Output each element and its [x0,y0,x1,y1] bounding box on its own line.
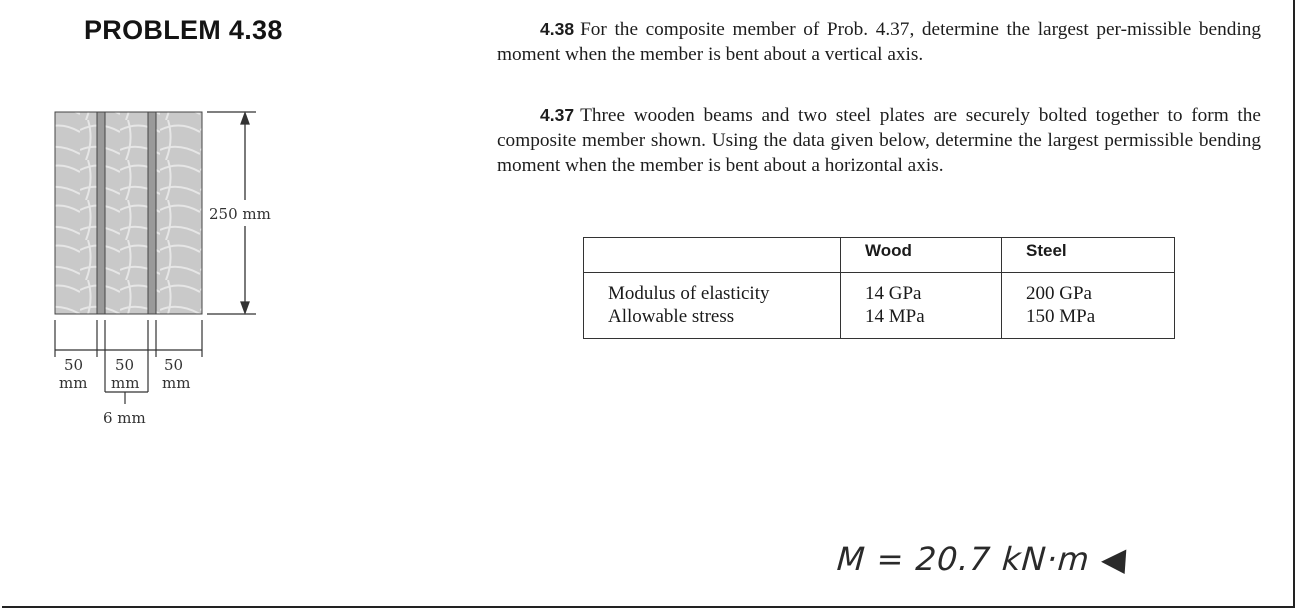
table-cell-steel [1002,273,1175,339]
width-unit-middle: mm [111,374,140,392]
answer-arrow-icon: ◀ [1099,540,1129,578]
problem-4-37-text [497,103,1261,178]
wood-beam-right [156,112,202,314]
answer-text: M = 20.7 kN·m [835,540,1092,578]
plate-thickness-label: 6 mm [103,409,146,427]
table-header-cell: Steel [1002,238,1175,273]
problem-4-37-body: Three wooden beams and two steel plates are securely bolted together to form the composite member shown. Using the data given below, determine the largest permissible bending moment when the member is bent about a horizontal axis. [497,105,1261,176]
material-properties-table [583,237,1175,339]
problem-4-38-number: 4.38 [540,19,575,39]
width-label-right: 50 [164,356,184,374]
property-name: Modulus of elasticity [608,283,770,304]
height-label: 250 mm [209,205,271,223]
steel-plate-right [148,112,156,314]
wood-beam-middle [105,112,148,314]
table-header-cell [584,238,841,273]
cross-section-figure [0,0,320,460]
steel-value: 200 GPa [1026,283,1092,304]
wood-beam-left [55,112,97,314]
steel-plate-left [97,112,105,314]
table-header-row [584,238,1175,273]
table-header-cell: Wood [841,238,1002,273]
problem-4-38-text [497,17,1261,67]
width-label-left: 50 [64,356,84,374]
problem-4-38-body: For the composite member of Prob. 4.37, determine the largest per-missible bending moment when the member is bent about a vertical axis. [497,19,1261,65]
table-cell-property [584,273,841,339]
problem-title: PROBLEM 4.38 [84,15,283,45]
table-row [584,273,1175,339]
property-name: Allowable stress [608,306,735,327]
wood-value: 14 MPa [865,306,925,327]
wood-value: 14 GPa [865,283,922,304]
table-cell-wood [841,273,1002,339]
width-unit-left: mm [59,374,88,392]
width-unit-right: mm [162,374,191,392]
problem-4-37-number: 4.37 [540,105,575,125]
handwritten-answer [836,540,1128,578]
steel-value: 150 MPa [1026,306,1096,327]
width-label-middle: 50 [115,356,135,374]
